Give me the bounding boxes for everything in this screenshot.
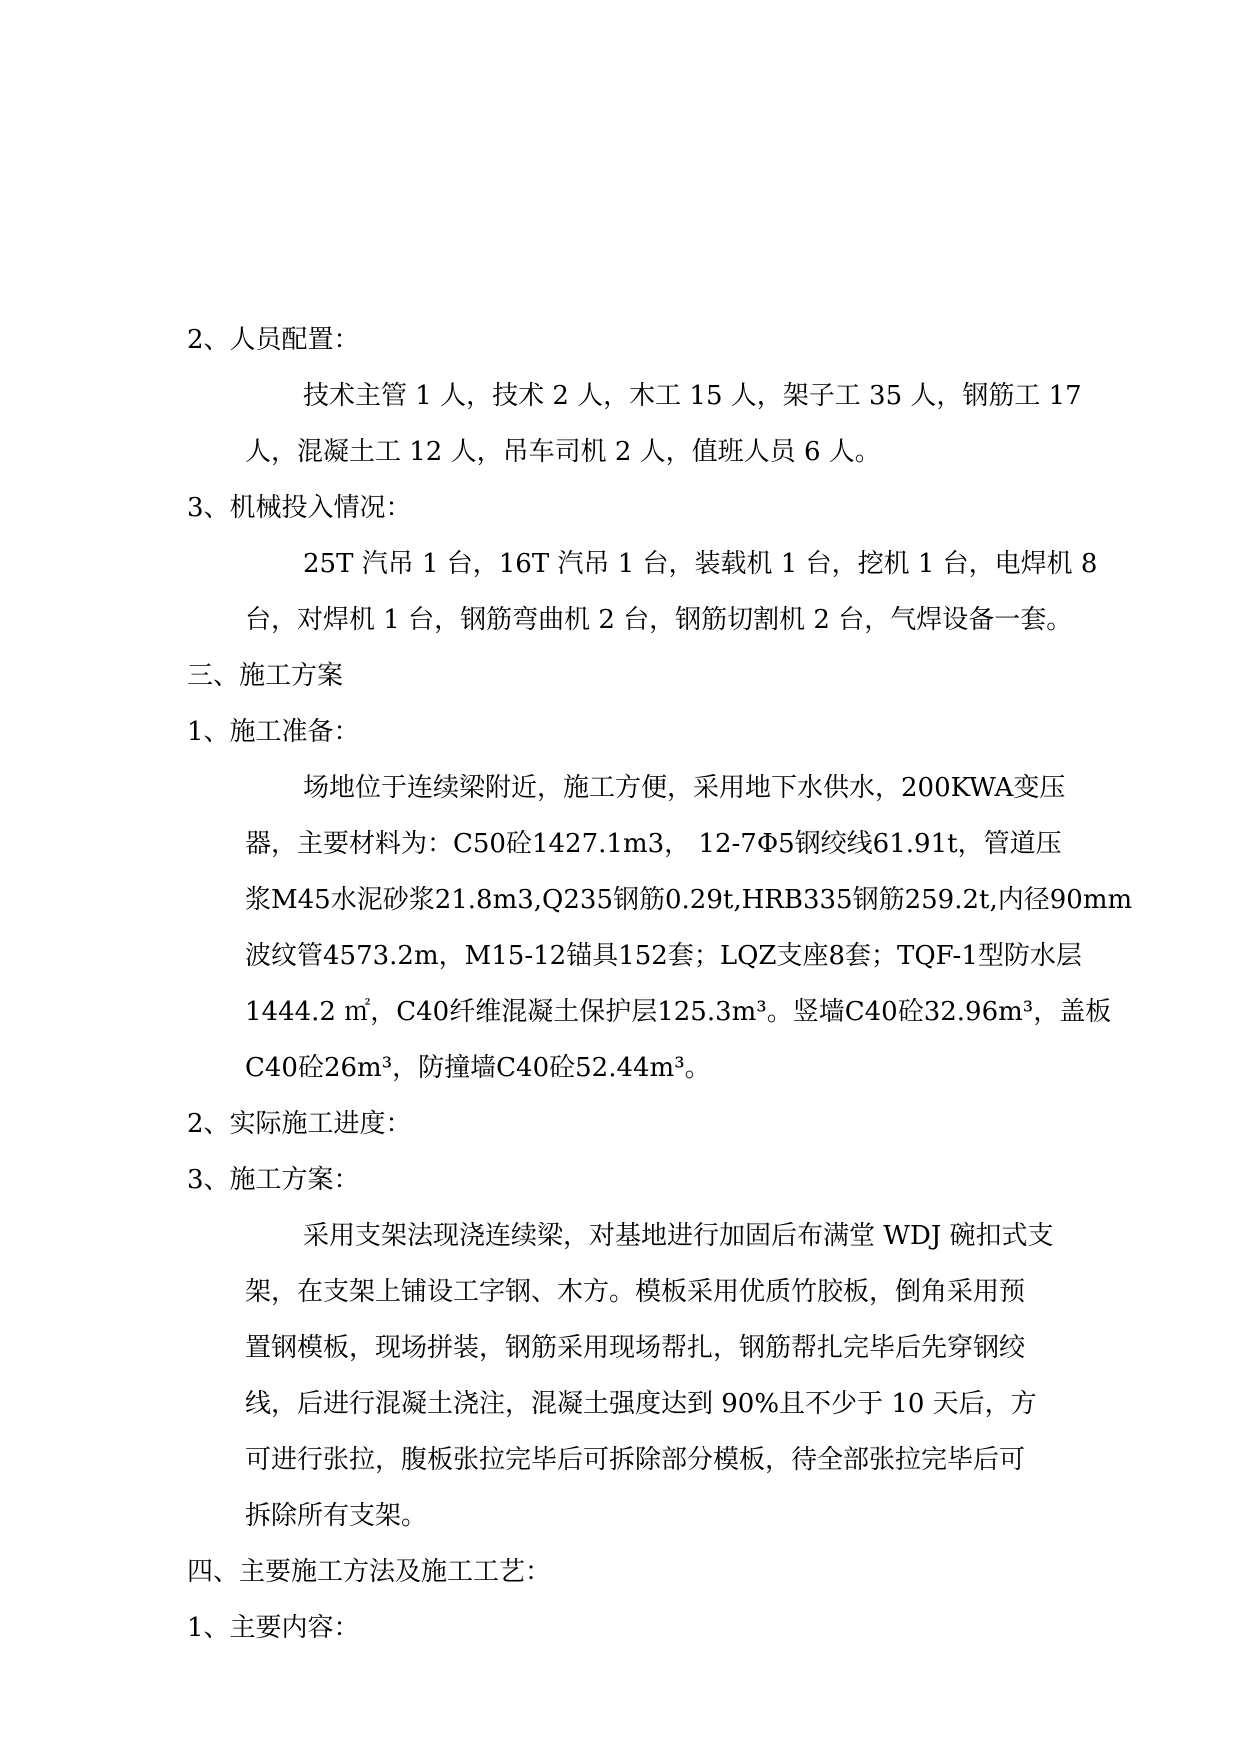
paragraph-line: 场地位于连续梁附近，施工方便，采用地下水供水，200KWA变压 bbox=[303, 773, 1066, 803]
section-heading-plan: 3、施工方案： bbox=[187, 1165, 360, 1195]
section-heading-personnel: 2、人员配置： bbox=[187, 325, 360, 355]
paragraph-line: 置钢模板，现场拼装，钢筋采用现场帮扎，钢筋帮扎完毕后先穿钢绞 bbox=[245, 1333, 1026, 1363]
paragraph-line: 浆M45水泥砂浆21.8m3,Q235钢筋0.29t,HRB335钢筋259.2t,内径90mm bbox=[245, 885, 1133, 915]
paragraph-line: 技术主管 1 人，技术 2 人，木工 15 人，架子工 35 人，钢筋工 17 bbox=[303, 381, 1082, 411]
section-heading-preparation: 1、施工准备： bbox=[187, 717, 360, 747]
document-body bbox=[187, 312, 1133, 1656]
paragraph-line: 线，后进行混凝土浇注，混凝土强度达到 90%且不少于 10 天后，方 bbox=[245, 1389, 1037, 1419]
paragraph-line: 拆除所有支架。 bbox=[245, 1501, 428, 1531]
section-heading-main-content: 1、主要内容： bbox=[187, 1613, 360, 1643]
paragraph-personnel bbox=[187, 368, 1082, 480]
paragraph-machinery bbox=[187, 536, 1098, 648]
paragraph-line: 25T 汽吊 1 台，16T 汽吊 1 台，装载机 1 台，挖机 1 台，电焊机 8 bbox=[303, 549, 1098, 579]
paragraph-preparation bbox=[187, 760, 1133, 1096]
paragraph-line: 架，在支架上铺设工字钢、木方。模板采用优质竹胶板，倒角采用预 bbox=[245, 1277, 1026, 1307]
paragraph-plan bbox=[187, 1208, 1059, 1544]
paragraph-line: 波纹管4573.2m，M15-12锚具152套；LQZ支座8套；TQF-1型防水层 bbox=[245, 941, 1082, 971]
paragraph-line: 采用支架法现浇连续梁，对基地进行加固后布满堂 WDJ 碗扣式支 bbox=[303, 1221, 1054, 1251]
paragraph-line: 1444.2 ㎡，C40纤维混凝土保护层125.3m³。竖墙C40砼32.96m³，盖板 bbox=[245, 997, 1112, 1027]
section-heading-progress: 2、实际施工进度： bbox=[187, 1109, 412, 1139]
section-heading-machinery: 3、机械投入情况： bbox=[187, 493, 412, 523]
paragraph-line: 人，混凝土工 12 人，吊车司机 2 人，值班人员 6 人。 bbox=[245, 437, 881, 467]
section-heading-methods: 四、主要施工方法及施工工艺： bbox=[187, 1557, 552, 1587]
paragraph-line: C40砼26m³，防撞墙C40砼52.44m³。 bbox=[245, 1053, 711, 1083]
paragraph-line: 台，对焊机 1 台，钢筋弯曲机 2 台，钢筋切割机 2 台，气焊设备一套。 bbox=[245, 605, 1073, 635]
paragraph-line: 可进行张拉，腹板张拉完毕后可拆除部分模板，待全部张拉完毕后可 bbox=[245, 1445, 1026, 1475]
section-heading-construction-plan: 三、施工方案 bbox=[187, 661, 344, 691]
paragraph-line: 器，主要材料为：C50砼1427.1m3， 12-7Φ5钢绞线61.91t，管道压 bbox=[245, 829, 1062, 859]
